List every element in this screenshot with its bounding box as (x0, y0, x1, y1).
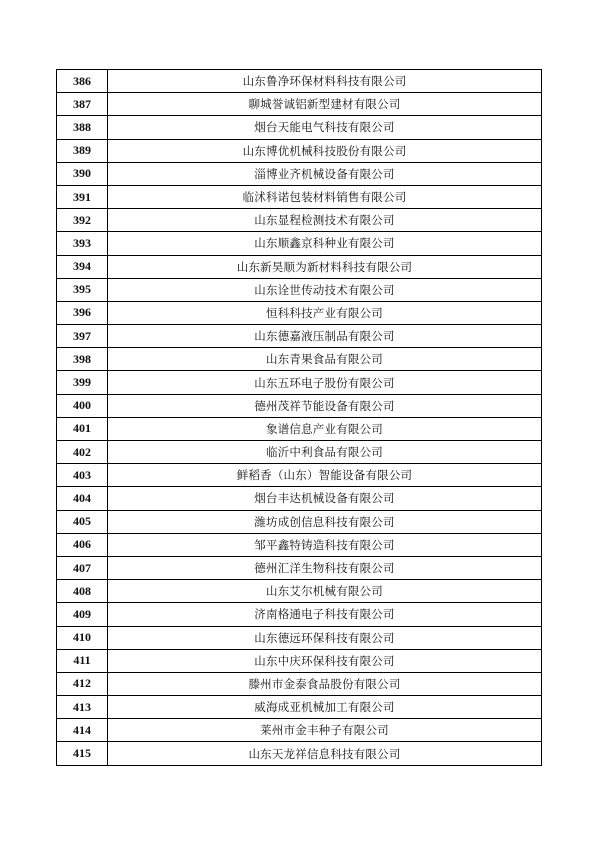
company-name-cell: 鲜稻香（山东）智能设备有限公司 (108, 464, 542, 487)
table-row (57, 417, 542, 440)
table-row (57, 232, 542, 255)
table-row (57, 580, 542, 603)
company-name-cell: 山东艾尔机械有限公司 (108, 580, 542, 603)
table-row (57, 533, 542, 556)
company-name-cell: 邹平鑫特铸造科技有限公司 (108, 533, 542, 556)
company-name-cell: 聊城誉诚铝新型建材有限公司 (108, 93, 542, 116)
table-row (57, 139, 542, 162)
company-name-cell: 烟台丰达机械设备有限公司 (108, 487, 542, 510)
table-row (57, 441, 542, 464)
row-number-cell: 393 (57, 232, 108, 255)
company-list-table (56, 69, 542, 766)
company-name-cell: 恒科科技产业有限公司 (108, 301, 542, 324)
company-name-cell: 山东博优机械科技股份有限公司 (108, 139, 542, 162)
row-number-cell: 395 (57, 278, 108, 301)
table-row (57, 255, 542, 278)
table-row (57, 185, 542, 208)
table-row (57, 487, 542, 510)
table-row (57, 649, 542, 672)
company-name-cell: 淄博业齐机械设备有限公司 (108, 162, 542, 185)
company-name-cell: 山东五环电子股份有限公司 (108, 371, 542, 394)
table-row (57, 626, 542, 649)
row-number-cell: 399 (57, 371, 108, 394)
row-number-cell: 412 (57, 672, 108, 695)
table-row (57, 162, 542, 185)
table-row (57, 603, 542, 626)
table-row (57, 394, 542, 417)
table-row (57, 116, 542, 139)
company-name-cell: 山东诠世传动技术有限公司 (108, 278, 542, 301)
table-row (57, 278, 542, 301)
company-name-cell: 山东鲁净环保材料科技有限公司 (108, 70, 542, 93)
company-name-cell: 莱州市金丰种子有限公司 (108, 719, 542, 742)
company-name-cell: 滕州市金泰食品股份有限公司 (108, 672, 542, 695)
company-name-cell: 山东顺鑫京科种业有限公司 (108, 232, 542, 255)
row-number-cell: 403 (57, 464, 108, 487)
table-row (57, 556, 542, 579)
company-name-cell: 山东显程检测技术有限公司 (108, 209, 542, 232)
row-number-cell: 396 (57, 301, 108, 324)
row-number-cell: 415 (57, 742, 108, 765)
company-name-cell: 威海成亚机械加工有限公司 (108, 696, 542, 719)
company-name-cell: 烟台天能电气科技有限公司 (108, 116, 542, 139)
row-number-cell: 408 (57, 580, 108, 603)
row-number-cell: 400 (57, 394, 108, 417)
row-number-cell: 387 (57, 93, 108, 116)
company-name-cell: 象谱信息产业有限公司 (108, 417, 542, 440)
company-name-cell: 山东青果食品有限公司 (108, 348, 542, 371)
row-number-cell: 389 (57, 139, 108, 162)
company-name-cell: 山东天龙祥信息科技有限公司 (108, 742, 542, 765)
row-number-cell: 398 (57, 348, 108, 371)
company-list-table-container (56, 69, 542, 766)
company-name-cell: 山东德远环保科技有限公司 (108, 626, 542, 649)
row-number-cell: 392 (57, 209, 108, 232)
row-number-cell: 407 (57, 556, 108, 579)
table-row (57, 70, 542, 93)
row-number-cell: 410 (57, 626, 108, 649)
row-number-cell: 401 (57, 417, 108, 440)
company-name-cell: 临沂中利食品有限公司 (108, 441, 542, 464)
table-row (57, 301, 542, 324)
row-number-cell: 406 (57, 533, 108, 556)
row-number-cell: 394 (57, 255, 108, 278)
table-row (57, 696, 542, 719)
company-name-cell: 临沭科诺包装材料销售有限公司 (108, 185, 542, 208)
row-number-cell: 386 (57, 70, 108, 93)
row-number-cell: 414 (57, 719, 108, 742)
company-name-cell: 潍坊成创信息科技有限公司 (108, 510, 542, 533)
table-row (57, 510, 542, 533)
table-row (57, 742, 542, 765)
company-name-cell: 山东新昊顺为新材料科技有限公司 (108, 255, 542, 278)
table-row (57, 209, 542, 232)
table-row (57, 93, 542, 116)
row-number-cell: 397 (57, 325, 108, 348)
row-number-cell: 388 (57, 116, 108, 139)
table-row (57, 371, 542, 394)
row-number-cell: 411 (57, 649, 108, 672)
row-number-cell: 413 (57, 696, 108, 719)
company-name-cell: 山东德嘉液压制品有限公司 (108, 325, 542, 348)
table-row (57, 672, 542, 695)
company-name-cell: 济南格通电子科技有限公司 (108, 603, 542, 626)
table-row (57, 325, 542, 348)
row-number-cell: 405 (57, 510, 108, 533)
company-name-cell: 德州茂祥节能设备有限公司 (108, 394, 542, 417)
table-body (57, 70, 542, 766)
row-number-cell: 391 (57, 185, 108, 208)
row-number-cell: 409 (57, 603, 108, 626)
row-number-cell: 404 (57, 487, 108, 510)
company-name-cell: 德州汇洋生物科技有限公司 (108, 556, 542, 579)
table-row (57, 719, 542, 742)
table-row (57, 348, 542, 371)
row-number-cell: 402 (57, 441, 108, 464)
table-row (57, 464, 542, 487)
company-name-cell: 山东中庆环保科技有限公司 (108, 649, 542, 672)
row-number-cell: 390 (57, 162, 108, 185)
